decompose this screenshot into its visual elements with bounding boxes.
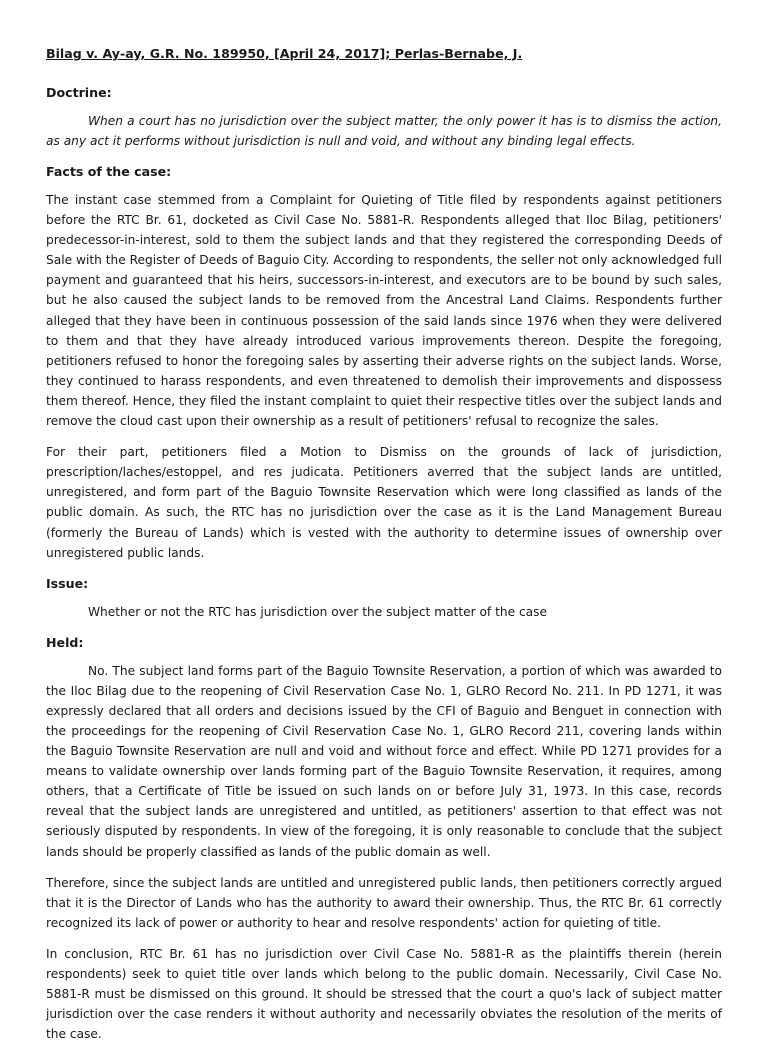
held-heading: Held: — [46, 634, 84, 650]
doctrine-text: When a court has no jurisdiction over the subject matter, the only power it has is to dismiss the action, as any act it performs without jurisdiction is null and void, and without any binding legal effects. — [46, 114, 722, 148]
document-page — [46, 44, 722, 1055]
issue-heading: Issue: — [46, 575, 89, 591]
doctrine-heading: Doctrine: — [46, 85, 112, 100]
facts-paragraph-2: For their part, petitioners filed a Motion to Dismiss on the grounds of lack of jurisdiction, prescription/laches/estoppel, and res judicata. Petitioners averred that the subject lands are untitled, unregistered, and form part of the Baguio Townsite Reservation which were long classified as lands of the public domain. As such, the RTC has no jurisdiction over the case as it is the Land Management Bureau (formerly the Bureau of Lands) which is vested with the authority to determine issues of ownership over unregistered public lands. — [46, 445, 722, 560]
case-title: Bilag v. Ay-ay, G.R. No. 189950, [April 24, 2017]; Perlas-Bernabe, J. — [46, 46, 523, 61]
held-paragraph-3: In conclusion, RTC Br. 61 has no jurisdiction over Civil Case No. 5881-R as the plaintiffs therein (herein respondents) seek to quiet title over lands which belong to the public domain. Necessarily, Civil Case No. 5881-R must be dismissed on this ground. It should be stressed that the court a quo's lack of subject matter jurisdiction over the case renders it without authority and necessarily obviates the resolution of the merits of the case. — [46, 946, 722, 1042]
held-paragraph-1: No. The subject land forms part of the Baguio Townsite Reservation, a portion of which was awarded to the Iloc Bilag due to the reopening of Civil Reservation Case No. 1, GLRO Record No. 211. In PD 1271, it was expressly declared that all orders and decisions issued by the CFI of Baguio and Benguet in connection with the proceedings for the reopening of Civil Reservation Case No. 1, GLRO Record 211, covering lands within the Baguio Townsite Reservation are null and void and without force and effect. While PD 1271 provides for a means to validate ownership over lands forming part of the Baguio Townsite Reservation, it requires, among others, that a Certificate of Title be issued on such lands on or before July 31, 1973. In this case, records reveal that the subject lands are unregistered and untitled, as petitioners' assertion to that effect was not seriously disputed by respondents. In view of the foregoing, it is only reasonable to conclude that the subject lands should be properly classified as lands of the public domain as well. — [46, 663, 722, 859]
facts-heading: Facts of the case: — [46, 164, 172, 179]
facts-paragraph-1: The instant case stemmed from a Complaint for Quieting of Title filed by respondents against petitioners before the RTC Br. 61, docketed as Civil Case No. 5881-R. Respondents alleged that Iloc Bilag, petitioners' predecessor-in-interest, sold to them the subject lands and that they registered the corresponding Deeds of Sale with the Register of Deeds of Baguio City. According to respondents, the seller not only acknowledged full payment and guaranteed that his heirs, successors-in-interest, and executors are to be bound by such sales, but he also caused the subject lands to be removed from the Ancestral Land Claims. Respondents further alleged that they have been in continuous possession of the said lands since 1976 when they were delivered to them and that they have already introduced various improvements thereon. Despite the foregoing, petitioners refused to honor the foregoing sales by asserting their adverse rights on the subject lands. Worse, they continued to harass respondents, and even threatened to demolish their improvements and dispossess them thereof. Hence, they filed the instant complaint to quiet their respective titles over the subject lands and remove the cloud cast upon their ownership as a result of petitioners' refusal to recognize the sales. — [46, 193, 722, 429]
held-paragraph-2: Therefore, since the subject lands are untitled and unregistered public lands, then petitioners correctly argued that it is the Director of Lands who has the authority to award their ownership. Thus, the RTC Br. 61 correctly recognized its lack of power or authority to hear and resolve respondents' action for quieting of title. — [46, 875, 722, 930]
issue-text: Whether or not the RTC has jurisdiction over the subject matter of the case — [88, 604, 547, 619]
